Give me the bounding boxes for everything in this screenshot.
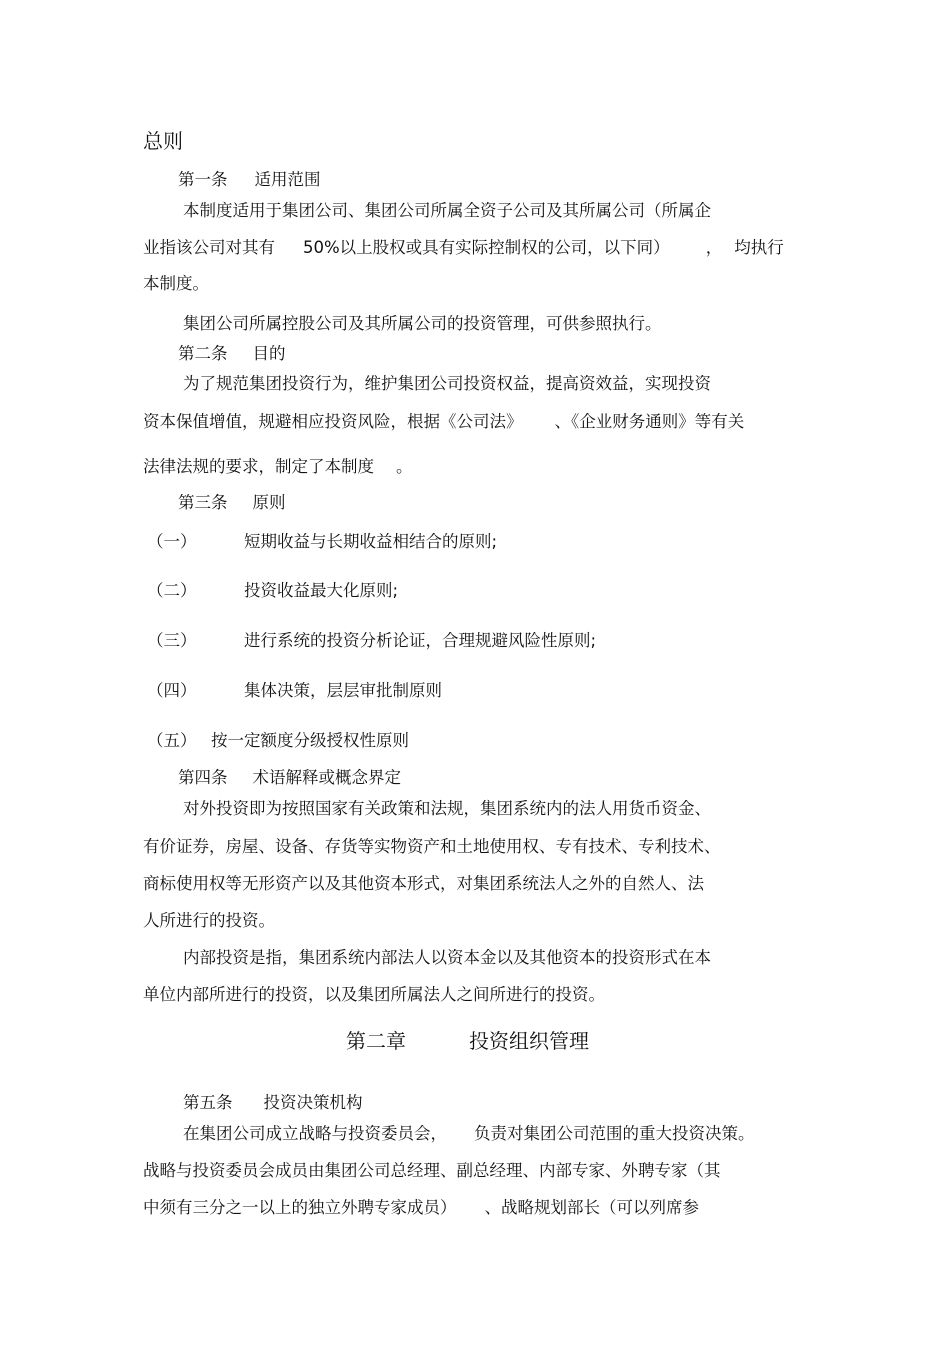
chapter-2-number: 第二章 bbox=[346, 1029, 406, 1053]
article-5-line2: 战略与投资委员会成员由集团公司总经理、副总经理、内部专家、外聘专家（其 bbox=[143, 1161, 721, 1180]
article-4-p1-line1: 对外投资即为按照国家有关政策和法规，集团系统内的法人用货币资金、 bbox=[183, 799, 711, 818]
principle-label: （五） bbox=[147, 731, 197, 750]
article-4-p1-line4: 人所进行的投资。 bbox=[143, 911, 275, 930]
text-run: 50%以上股权或具有实际控制权的公司，以下同） bbox=[303, 238, 670, 257]
principle-label: （三） bbox=[147, 631, 197, 650]
principle-text: 按一定额度分级授权性原则 bbox=[211, 731, 409, 750]
article-2-line1: 为了规范集团投资行为，维护集团公司投资权益，提高资效益，实现投资 bbox=[183, 374, 711, 393]
text-run: 、战略规划部长（可以列席参 bbox=[484, 1198, 699, 1217]
principle-item bbox=[147, 730, 409, 752]
chapter-2-heading bbox=[346, 1028, 589, 1054]
article-1-p1-line1: 本制度适用于集团公司、集团公司所属全资子公司及其所属公司（所属企 bbox=[183, 201, 711, 220]
text-run: 法律法规的要求，制定了本制度 bbox=[143, 457, 374, 476]
article-5-number: 第五条 bbox=[183, 1093, 233, 1112]
text-run: 均执行 bbox=[734, 238, 784, 257]
principle-text: 进行系统的投资分析论证，合理规避风险性原则; bbox=[244, 631, 597, 650]
article-2-number: 第二条 bbox=[178, 344, 228, 363]
text-run: 、《企业财务通则》等有关 bbox=[554, 412, 745, 431]
principle-item bbox=[147, 680, 442, 702]
text-run: 在集团公司成立战略与投资委员会， bbox=[183, 1124, 447, 1143]
chapter-2-title: 投资组织管理 bbox=[469, 1029, 589, 1053]
article-5-title: 投资决策机构 bbox=[263, 1093, 363, 1112]
article-2-line2 bbox=[143, 411, 744, 433]
principle-item bbox=[147, 630, 596, 652]
article-3-number: 第三条 bbox=[178, 493, 228, 512]
text-run: 中须有三分之一以上的独立外聘专家成员） bbox=[143, 1198, 457, 1217]
article-5-line1 bbox=[183, 1123, 755, 1145]
text-run: 资本保值增值，规避相应投资风险，根据《公司法》 bbox=[143, 412, 523, 431]
article-2-line3 bbox=[143, 456, 413, 478]
principle-item bbox=[147, 531, 497, 553]
article-4-p1-line3: 商标使用权等无形资产以及其他资本形式，对集团系统法人之外的自然人、法 bbox=[143, 874, 704, 893]
article-3-title: 原则 bbox=[252, 493, 286, 512]
article-1-p1-line2 bbox=[143, 237, 803, 259]
text-run: 负责对集团公司范围的重大投资决策。 bbox=[474, 1124, 755, 1143]
principle-label: （一） bbox=[147, 532, 197, 551]
article-1-p1-line3: 本制度。 bbox=[143, 274, 209, 293]
article-2-heading bbox=[178, 343, 286, 365]
principle-text: 短期收益与长期收益相结合的原则; bbox=[244, 532, 498, 551]
principle-text: 投资收益最大化原则; bbox=[244, 581, 399, 600]
article-5-heading bbox=[183, 1092, 363, 1114]
article-4-p1-line2: 有价证券，房屋、设备、存货等实物资产和土地使用权、专有技术、专利技术、 bbox=[143, 837, 721, 856]
article-4-p2-line1: 内部投资是指，集团系统内部法人以资本金以及其他资本的投资形式在本 bbox=[183, 948, 711, 967]
principle-label: （二） bbox=[147, 581, 197, 600]
principle-text: 集体决策，层层审批制原则 bbox=[244, 681, 442, 700]
article-2-title: 目的 bbox=[252, 344, 286, 363]
article-1-number: 第一条 bbox=[178, 170, 228, 189]
article-3-heading bbox=[178, 492, 286, 514]
article-5-line3 bbox=[143, 1197, 699, 1219]
section-title: 总则 bbox=[143, 129, 183, 153]
article-4-title: 术语解释或概念界定 bbox=[252, 768, 401, 787]
principle-label: （四） bbox=[147, 681, 197, 700]
article-1-heading bbox=[178, 169, 321, 191]
text-run: ， bbox=[705, 238, 723, 257]
article-1-title: 适用范围 bbox=[254, 170, 321, 189]
article-1-p2: 集团公司所属控股公司及其所属公司的投资管理，可供参照执行。 bbox=[183, 314, 662, 333]
text-run: 业指该公司对其有 bbox=[143, 238, 275, 257]
article-4-number: 第四条 bbox=[178, 768, 228, 787]
article-4-p2-line2: 单位内部所进行的投资，以及集团所属法人之间所进行的投资。 bbox=[143, 985, 605, 1004]
article-4-heading bbox=[178, 767, 401, 789]
text-run: 。 bbox=[396, 457, 413, 476]
principle-item bbox=[147, 580, 398, 602]
